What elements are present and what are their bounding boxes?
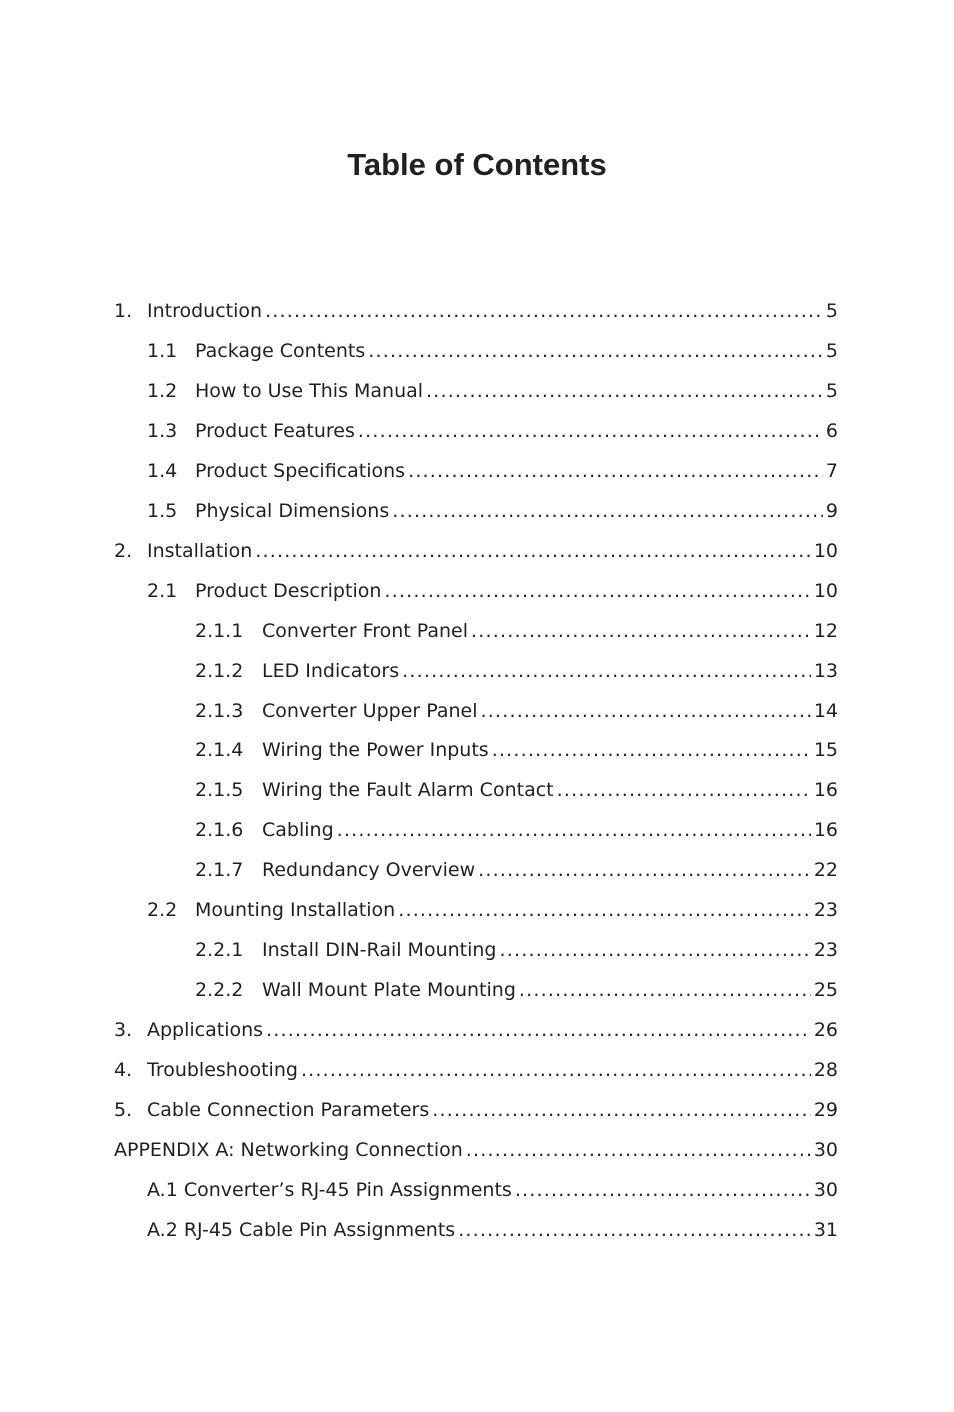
toc-entry-page-number: 10 (813, 579, 838, 602)
toc-entry-number: 1.3 (147, 419, 178, 442)
toc-entry-label: APPENDIX A: Networking Connection (114, 1138, 463, 1161)
toc-dot-leader (426, 371, 823, 411)
toc-entry-label: A.1 Converter’s RJ-45 Pin Assignments (147, 1178, 512, 1201)
toc-entry[interactable] (147, 890, 838, 930)
toc-entry-label: Package Contents (195, 339, 366, 362)
toc-entry-label: Cable Connection Parameters (147, 1099, 430, 1121)
toc-entry[interactable] (147, 491, 838, 531)
toc-dot-leader (398, 890, 811, 930)
toc-dot-leader (458, 1210, 811, 1250)
toc-entry[interactable] (195, 651, 838, 691)
toc-entry-page-number: 31 (813, 1218, 838, 1241)
toc-entry-number: 1. (114, 300, 133, 322)
toc-entry-page-number: 12 (813, 619, 838, 642)
toc-entry-label: Wall Mount Plate Mounting (262, 979, 516, 1002)
toc-entry-label: Introduction (147, 300, 263, 322)
toc-entry[interactable] (147, 371, 838, 411)
toc-entry-page-number: 26 (813, 1019, 838, 1042)
toc-entry-page-number: 14 (813, 699, 838, 722)
toc-entry-number: 2.1.7 (195, 859, 244, 882)
toc-entry[interactable] (195, 930, 838, 970)
toc-dot-leader (557, 770, 811, 810)
toc-dot-leader (492, 730, 811, 770)
toc-entry-number: 1.4 (147, 459, 178, 482)
toc-entry[interactable] (114, 531, 838, 571)
toc-entry-page-number: 5 (825, 379, 838, 402)
toc-dot-leader (515, 1170, 811, 1210)
toc-entry-page-number: 28 (813, 1059, 838, 1082)
toc-entry-label: Product Specifications (195, 459, 406, 482)
toc-entry-page-number: 15 (813, 739, 838, 762)
toc-dot-leader (358, 411, 823, 451)
toc-dot-leader (266, 1010, 811, 1050)
toc-entry-label: Product Features (195, 419, 355, 442)
toc-entry[interactable] (195, 730, 838, 770)
toc-entry[interactable] (114, 1090, 838, 1130)
toc-entry-page-number: 25 (813, 979, 838, 1002)
toc-dot-leader (471, 611, 811, 651)
toc-dot-leader (384, 571, 810, 611)
toc-entry[interactable] (147, 331, 838, 371)
toc-entry[interactable] (195, 850, 838, 890)
toc-entry-label: Installation (147, 539, 253, 562)
toc-entry-number: 2.1.6 (195, 819, 244, 842)
toc-entry[interactable] (147, 1170, 838, 1210)
toc-entry-number: 1.2 (147, 379, 178, 402)
toc-entry-label: Redundancy Overview (262, 859, 476, 882)
toc-entry-label: Wiring the Fault Alarm Contact (262, 779, 554, 802)
toc-dot-leader (301, 1050, 811, 1090)
toc-entry-label: Converter Upper Panel (262, 699, 478, 722)
toc-entry-label: Install DIN-Rail Mounting (262, 939, 497, 962)
toc-entry[interactable] (147, 451, 838, 491)
toc-entry[interactable] (114, 1050, 838, 1090)
toc-entry-page-number: 23 (813, 939, 838, 962)
toc-entry-label: A.2 RJ-45 Cable Pin Assignments (147, 1218, 456, 1241)
toc-entry-page-number: 5 (825, 339, 838, 362)
toc-entry-page-number: 9 (825, 499, 838, 522)
toc-entry-page-number: 16 (813, 779, 838, 802)
toc-entry-page-number: 5 (825, 300, 838, 322)
toc-entry-page-number: 30 (813, 1138, 838, 1161)
toc-dot-leader (368, 331, 823, 371)
toc-entry-label: Physical Dimensions (195, 499, 390, 522)
toc-entry-number: 4. (114, 1059, 133, 1082)
toc-entry-number: 2.1.1 (195, 619, 244, 642)
toc-entry-number: 2.1.5 (195, 779, 244, 802)
toc-entry[interactable] (114, 1010, 838, 1050)
toc-dot-leader (481, 691, 811, 731)
toc-entry[interactable] (195, 691, 838, 731)
toc-entry-label: Cabling (262, 819, 334, 842)
toc-entry-number: 2.1.2 (195, 659, 244, 682)
toc-dot-leader (500, 930, 811, 970)
toc-dot-leader (265, 291, 823, 331)
toc-entry-page-number: 22 (813, 859, 838, 882)
toc-entry-page-number: 7 (825, 459, 838, 482)
toc-dot-leader (519, 970, 811, 1010)
toc-entry[interactable] (195, 611, 838, 651)
toc-dot-leader (432, 1090, 811, 1130)
toc-entry-page-number: 13 (813, 659, 838, 682)
page-title: Table of Contents (347, 147, 607, 182)
toc-entry-number: 2.2.1 (195, 939, 244, 962)
toc-entry-number: 5. (114, 1099, 133, 1121)
toc-entry[interactable] (147, 1210, 838, 1250)
toc-entry-number: 3. (114, 1019, 133, 1042)
toc-dot-leader (402, 651, 811, 691)
toc-entry-number: 2.2.2 (195, 979, 244, 1002)
toc-entry-number: 2.1.4 (195, 739, 244, 762)
toc-entry-number: 2.1 (147, 579, 178, 602)
toc-entry-number: 1.1 (147, 339, 178, 362)
toc-dot-leader (392, 491, 823, 531)
toc-entry-label: Product Description (195, 579, 382, 602)
toc-entry-label: Wiring the Power Inputs (262, 739, 489, 762)
toc-entry[interactable] (147, 411, 838, 451)
toc-entry[interactable] (195, 770, 838, 810)
toc-entry-page-number: 10 (813, 539, 838, 562)
toc-dot-leader (408, 451, 823, 491)
toc-entry-number: 2.1.3 (195, 699, 244, 722)
toc-entry-label: How to Use This Manual (195, 379, 424, 402)
toc-dot-leader (337, 810, 811, 850)
toc-entry[interactable] (195, 970, 838, 1010)
toc-entry-label: LED Indicators (262, 659, 400, 682)
toc-entry-page-number: 23 (813, 899, 838, 922)
toc-entry-label: Applications (147, 1019, 264, 1042)
toc-entry-number: 2.2 (147, 899, 178, 922)
toc-entry[interactable] (114, 291, 838, 331)
toc-entry-number: 2. (114, 539, 133, 562)
toc-entry-page-number: 30 (813, 1178, 838, 1201)
toc-entry-page-number: 29 (813, 1099, 838, 1121)
toc-dot-leader (478, 850, 811, 890)
toc-entry-label: Mounting Installation (195, 899, 396, 922)
toc-entry-label: Converter Front Panel (262, 619, 469, 642)
toc-entry[interactable] (195, 810, 838, 850)
toc-dot-leader (255, 531, 811, 571)
toc-entry-page-number: 16 (813, 819, 838, 842)
toc-entry-page-number: 6 (825, 419, 838, 442)
toc-dot-leader (466, 1130, 811, 1170)
toc-entry-label: Troubleshooting (147, 1059, 298, 1082)
toc-entry-number: 1.5 (147, 499, 178, 522)
toc-entry[interactable] (147, 571, 838, 611)
toc-entry[interactable] (114, 1130, 838, 1170)
